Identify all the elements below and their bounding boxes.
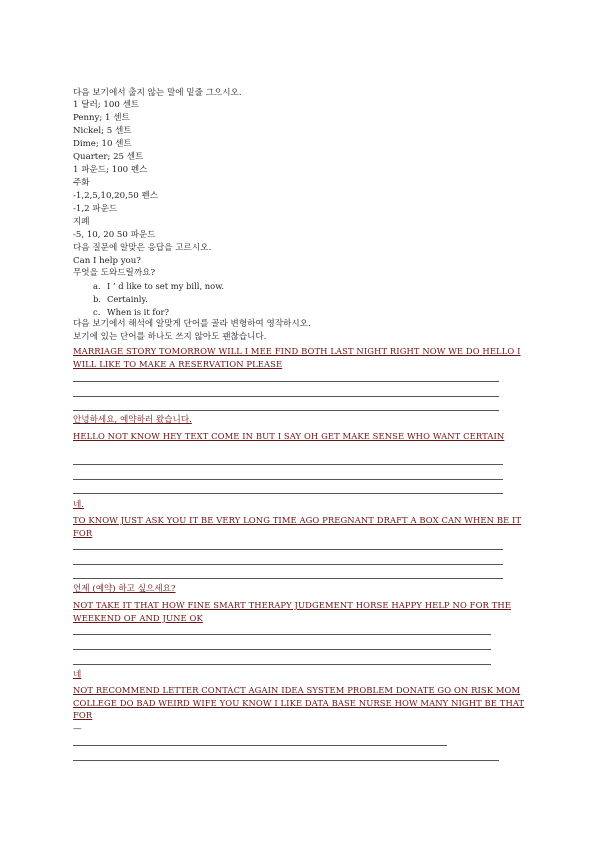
currency-line: Penny; 1 센트 <box>73 113 130 123</box>
currency-line: 1 달러; 100 센트 <box>73 100 140 110</box>
choice-c <box>93 307 169 318</box>
question-text: Can I help you? <box>73 256 141 266</box>
choice-text: I ’ d like to set my bill, now. <box>107 281 225 291</box>
instruction-underline: 다음 보기에서 출지 않는 말에 밑줄 그으시오. <box>73 88 242 98</box>
composition-instruction: 다음 보기에서 해석에 알맞게 단어를 골라 변형하여 영작하시오. <box>73 319 311 329</box>
composition-note: 보기에 있는 단어를 하나도 쓰지 않아도 괜찮습니다. <box>73 332 267 342</box>
answer-line <box>73 564 503 565</box>
answer-line <box>73 745 447 746</box>
notes-line: -5, 10, 20 50 파운드 <box>73 230 156 240</box>
answer-line <box>73 549 503 550</box>
translation-prompt: 언제 (예약) 하고 싶으세요? <box>73 584 176 594</box>
question-translation: 무엇을 도와드릴까요? <box>73 268 156 278</box>
answer-line <box>73 464 503 465</box>
choice-marker: a. <box>93 281 101 291</box>
choice-marker: c. <box>93 307 101 317</box>
translation-prompt: 안녕하세요, 예약하러 왔습니다. <box>73 415 192 425</box>
word-bank: HELLO NOT KNOW HEY TEXT COME IN BUT I SAY OH GET MAKE SENSE WHO WANT CERTAIN <box>73 431 505 441</box>
choice-a <box>93 281 224 292</box>
answer-line <box>73 479 503 480</box>
currency-line: Dime; 10 센트 <box>73 139 132 149</box>
answer-line <box>73 396 499 397</box>
choice-text: Certainly. <box>107 294 148 304</box>
coins-line: -1,2 파운드 <box>73 204 118 214</box>
currency-line: Quarter; 25 센트 <box>73 152 144 162</box>
answer-line <box>73 493 503 494</box>
translation-prompt: 네. <box>73 500 85 510</box>
answer-line <box>73 664 491 665</box>
notes-heading: 지폐 <box>73 217 90 227</box>
word-bank: NOT TAKE IT THAT HOW FINE SMART THERAPY JUDGEMENT HORSE HAPPY HELP NO FOR THE WEEKEND OF AND JUNE OK <box>73 600 512 623</box>
answer-mark: — <box>73 724 82 734</box>
answer-line <box>73 578 503 579</box>
currency-line: 1 파운드; 100 펜스 <box>73 165 148 175</box>
currency-line: Nickel; 5 센트 <box>73 126 132 136</box>
choice-b <box>93 294 148 305</box>
coins-line: -1,2,5,10,20,50 펜스 <box>73 191 159 201</box>
choice-text: When is it for? <box>107 307 169 317</box>
word-bank: MARRIAGE STORY TOMORROW WILL I MEE FIND BOTH LAST NIGHT RIGHT NOW WE DO HELLO I WILL LIKE TO MAKE A RESERVATION PLEASE <box>73 346 521 369</box>
answer-line <box>73 381 499 382</box>
answer-line <box>73 410 499 411</box>
coins-heading: 주화 <box>73 178 90 188</box>
word-bank: NOT RECOMMEND LETTER CONTACT AGAIN IDEA SYSTEM PROBLEM DONATE GO ON RISK MOM COLLEGE DO BAD WEIRD WIFE YOU KNOW I LIKE DATA BASE NURSE HOW MANY NIGHT BE THAT FOR <box>73 685 525 720</box>
answer-line <box>73 649 491 650</box>
word-bank: TO KNOW JUST ASK YOU IT BE VERY LONG TIME AGO PREGNANT DRAFT A BOX CAN WHEN BE IT FOR <box>73 515 522 538</box>
answer-line <box>73 760 499 761</box>
answer-line <box>73 634 491 635</box>
question-instruction: 다음 질문에 알맞은 응답을 고르시오. <box>73 243 212 253</box>
choice-marker: b. <box>93 294 102 304</box>
translation-prompt: 네 <box>73 670 82 680</box>
